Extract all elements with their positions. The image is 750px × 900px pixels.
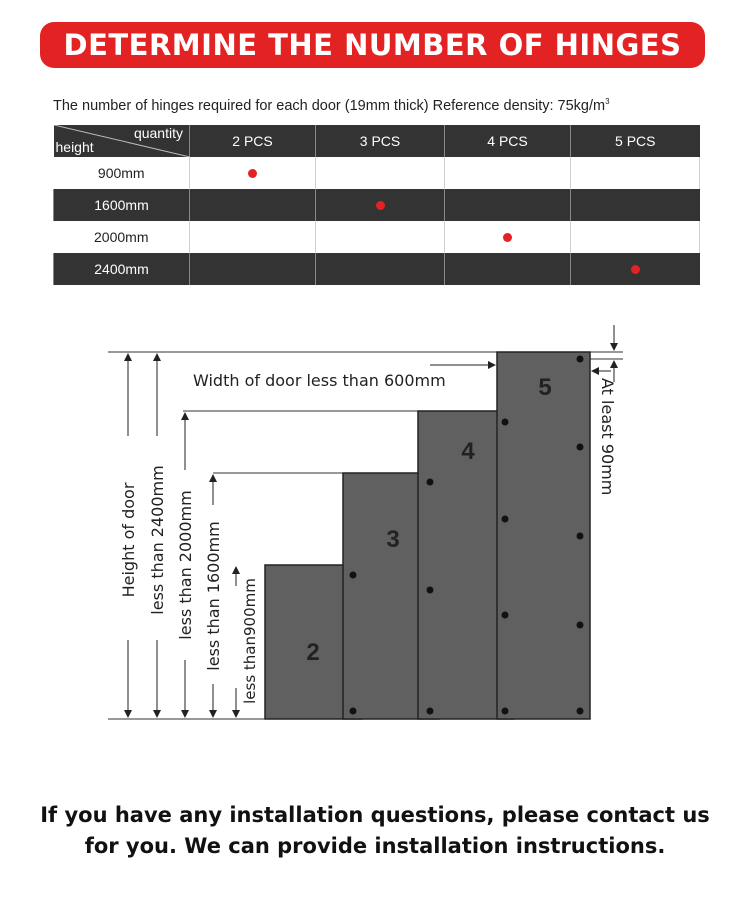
door-number: 5 <box>538 374 552 401</box>
footer-note <box>0 800 750 862</box>
row-height-label: 2000mm <box>54 221 190 253</box>
table-row <box>54 253 700 285</box>
table-corner-cell <box>54 125 190 157</box>
table-cell <box>445 189 571 221</box>
caption-text: The number of hinges required for each door (19mm thick) Reference density: 75kg/m <box>53 97 606 114</box>
table-cell <box>316 221 445 253</box>
hinge-dot <box>577 708 584 715</box>
corner-height-label: height <box>55 139 94 155</box>
row-height-label: 2400mm <box>54 253 190 285</box>
hinge-dot <box>350 572 357 579</box>
selected-dot <box>631 265 640 274</box>
door-number: 3 <box>386 526 400 553</box>
table-cell <box>316 157 445 189</box>
page-title: DETERMINE THE NUMBER OF HINGES <box>63 28 682 62</box>
table-cell <box>445 253 571 285</box>
table-body <box>54 157 700 285</box>
selected-dot <box>503 233 512 242</box>
table-cell <box>445 157 571 189</box>
table-cell <box>316 253 445 285</box>
footer-line: for you. We can provide installation instructions. <box>84 834 666 858</box>
table-cell <box>571 157 700 189</box>
table-row <box>54 157 700 189</box>
hinge-dot <box>502 419 509 426</box>
table-row <box>54 221 700 253</box>
column-header: 2 PCS <box>190 125 316 157</box>
selected-dot <box>376 201 385 210</box>
corner-quantity-label: quantity <box>133 125 183 141</box>
label-less-than-900: less than900mm <box>241 578 259 704</box>
spacing-label: At least 90mm <box>598 378 617 496</box>
hinge-dot <box>350 708 357 715</box>
footer-line: If you have any installation questions, please contact us <box>40 803 710 827</box>
hinge-dot <box>577 533 584 540</box>
column-header: 5 PCS <box>571 125 700 157</box>
door-number: 4 <box>461 438 475 465</box>
selected-dot <box>248 169 257 178</box>
door-5 <box>497 352 590 719</box>
hinge-dot <box>427 587 434 594</box>
table-cell <box>190 157 316 189</box>
width-label: Width of door less than 600mm <box>193 371 446 390</box>
hinge-dot <box>577 444 584 451</box>
hinge-dot <box>502 516 509 523</box>
hinge-dot <box>427 708 434 715</box>
caption-superscript: 3 <box>605 97 610 106</box>
table-cell <box>316 189 445 221</box>
hinge-dot <box>502 612 509 619</box>
table-header-row <box>54 125 700 157</box>
row-height-label: 900mm <box>54 157 190 189</box>
title-banner <box>40 22 705 68</box>
table-cell <box>190 221 316 253</box>
table-cell <box>571 221 700 253</box>
table-row <box>54 189 700 221</box>
table-cell <box>190 253 316 285</box>
table-cell <box>445 221 571 253</box>
hinge-dot <box>502 708 509 715</box>
label-height-of-door: Height of door <box>119 482 138 598</box>
hinge-dot <box>427 479 434 486</box>
column-header: 4 PCS <box>445 125 571 157</box>
label-less-than-2000: less than 2000mm <box>176 490 195 640</box>
table-cell <box>571 253 700 285</box>
hinge-placement-diagram <box>0 300 750 740</box>
label-less-than-1600: less than 1600mm <box>204 521 223 671</box>
column-header: 3 PCS <box>316 125 445 157</box>
table-caption <box>53 97 610 114</box>
table-cell <box>190 189 316 221</box>
hinge-dot <box>577 622 584 629</box>
hinge-dot <box>577 356 584 363</box>
door-number: 2 <box>306 639 320 666</box>
table-cell <box>571 189 700 221</box>
label-less-than-2400: less than 2400mm <box>148 465 167 615</box>
hinges-table <box>53 125 700 285</box>
row-height-label: 1600mm <box>54 189 190 221</box>
